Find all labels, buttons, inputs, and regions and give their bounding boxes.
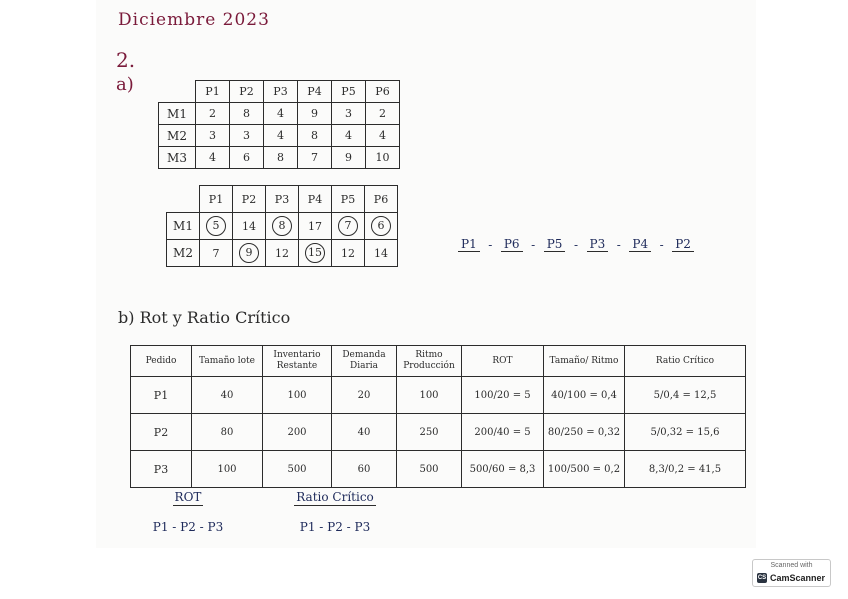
- sequence-dash: -: [573, 237, 578, 252]
- order-label: P2: [131, 414, 192, 451]
- sequence-dash: -: [531, 237, 536, 252]
- table-cell: 4: [366, 125, 400, 147]
- table-cell: 60: [332, 451, 397, 488]
- sequence-job: P3: [587, 237, 609, 252]
- table-cell: 3: [196, 125, 230, 147]
- table-cell: 40/100 = 0,4: [544, 377, 625, 414]
- camscanner-logo-icon: CS: [757, 575, 767, 581]
- machine-label: M3: [159, 147, 196, 169]
- table-cell: [200, 240, 233, 267]
- table-cell: 500/60 = 8,3: [462, 451, 544, 488]
- exercise-number: 2.: [116, 48, 136, 72]
- column-header: P4: [299, 186, 332, 213]
- table-row: [167, 213, 398, 240]
- table-corner: [159, 81, 196, 103]
- summary-order: P1 - P2 - P3: [299, 520, 371, 534]
- table-cell: 100: [397, 377, 462, 414]
- table-cell: 8: [230, 103, 264, 125]
- column-header: Ratio Crítico: [625, 346, 746, 377]
- table-row: [131, 377, 746, 414]
- table-cell: [233, 213, 266, 240]
- table-cell: 3: [230, 125, 264, 147]
- table-cell: 4: [332, 125, 366, 147]
- column-header: P2: [230, 81, 264, 103]
- scanner-brand-row: [757, 573, 825, 583]
- sequence-job: P6: [501, 237, 523, 252]
- table-cell: 250: [397, 414, 462, 451]
- table-row: [159, 147, 400, 169]
- column-header: P3: [264, 81, 298, 103]
- machine-label: M1: [159, 103, 196, 125]
- cell-value: 12: [275, 246, 289, 260]
- cell-value: 8: [272, 216, 292, 236]
- column-header: P6: [366, 81, 400, 103]
- table-row: [159, 103, 400, 125]
- column-header: P1: [196, 81, 230, 103]
- cell-value: 12: [341, 246, 355, 260]
- cell-value: 15: [305, 243, 325, 263]
- table-cell: 5/0,32 = 15,6: [625, 414, 746, 451]
- table-cell: 500: [263, 451, 332, 488]
- cell-value: 7: [338, 216, 358, 236]
- sequence-job: P2: [672, 237, 694, 252]
- scanner-brand: CamScanner: [770, 573, 826, 583]
- sequence-dash: -: [616, 237, 621, 252]
- table-cell: [365, 213, 398, 240]
- table-cell: 4: [264, 103, 298, 125]
- cell-value: 7: [212, 246, 220, 260]
- date-title: Diciembre 2023: [118, 10, 270, 30]
- sequence-dash: -: [659, 237, 664, 252]
- table-cell: 8: [298, 125, 332, 147]
- rot-summary: [140, 486, 236, 534]
- table-cell: 100/500 = 0,2: [544, 451, 625, 488]
- table-cell: 200/40 = 5: [462, 414, 544, 451]
- table-cell: 5/0,4 = 12,5: [625, 377, 746, 414]
- ratio-summary: [280, 486, 390, 534]
- machine-label: M1: [167, 213, 200, 240]
- order-label: P1: [131, 377, 192, 414]
- column-header: P6: [365, 186, 398, 213]
- table-cell: [200, 213, 233, 240]
- column-header: Ritmo Producción: [397, 346, 462, 377]
- table-cell: [266, 240, 299, 267]
- column-header: P2: [233, 186, 266, 213]
- table-corner: [167, 186, 200, 213]
- table-cell: 9: [332, 147, 366, 169]
- table-cell: 4: [264, 125, 298, 147]
- table-cell: 500: [397, 451, 462, 488]
- column-header: Demanda Diaria: [332, 346, 397, 377]
- table-cell: [332, 213, 365, 240]
- table-cell: 8,3/0,2 = 41,5: [625, 451, 746, 488]
- table-header-row: [159, 81, 400, 103]
- cell-value: 17: [308, 219, 322, 233]
- table-cell: [332, 240, 365, 267]
- table-row: [131, 414, 746, 451]
- completion-time-table: [166, 185, 398, 267]
- column-header: P3: [266, 186, 299, 213]
- table-cell: 2: [196, 103, 230, 125]
- table-cell: 100: [263, 377, 332, 414]
- processing-time-table: [158, 80, 400, 169]
- cell-value: 14: [374, 246, 388, 260]
- table-cell: 7: [298, 147, 332, 169]
- table-cell: 40: [332, 414, 397, 451]
- table-cell: [266, 213, 299, 240]
- table-cell: 80: [192, 414, 263, 451]
- table-cell: 20: [332, 377, 397, 414]
- table-cell: 6: [230, 147, 264, 169]
- table-cell: 2: [366, 103, 400, 125]
- job-sequence: [458, 237, 694, 252]
- table-row: [167, 240, 398, 267]
- cell-value: 9: [239, 243, 259, 263]
- table-cell: 8: [264, 147, 298, 169]
- column-header: P1: [200, 186, 233, 213]
- order-label: P3: [131, 451, 192, 488]
- table-cell: 3: [332, 103, 366, 125]
- column-header: Inventario Restante: [263, 346, 332, 377]
- rot-ratio-table: [130, 345, 746, 488]
- table-cell: 200: [263, 414, 332, 451]
- cell-value: 6: [371, 216, 391, 236]
- column-header: P5: [332, 186, 365, 213]
- column-header: Tamaño lote: [192, 346, 263, 377]
- cell-value: 5: [206, 216, 226, 236]
- summary-order: P1 - P2 - P3: [152, 520, 224, 534]
- sequence-job: P5: [544, 237, 566, 252]
- column-header: Tamaño/ Ritmo: [544, 346, 625, 377]
- column-header: P5: [332, 81, 366, 103]
- table-cell: [299, 213, 332, 240]
- machine-label: M2: [159, 125, 196, 147]
- table-cell: [365, 240, 398, 267]
- scanner-caption: Scanned with: [770, 562, 813, 569]
- table-cell: 100: [192, 451, 263, 488]
- table-cell: 9: [298, 103, 332, 125]
- table-cell: 4: [196, 147, 230, 169]
- machine-label: M2: [167, 240, 200, 267]
- table-header-row: [131, 346, 746, 377]
- summary-label: Ratio Crítico: [296, 490, 374, 504]
- table-cell: [233, 240, 266, 267]
- summary-label: ROT: [174, 490, 202, 504]
- part-a-label: a): [116, 74, 134, 95]
- table-cell: 100/20 = 5: [462, 377, 544, 414]
- table-row: [131, 451, 746, 488]
- column-header: Pedido: [131, 346, 192, 377]
- column-header: ROT: [462, 346, 544, 377]
- sequence-job: P4: [629, 237, 651, 252]
- table-cell: 80/250 = 0,32: [544, 414, 625, 451]
- part-b-label: b) Rot y Ratio Crítico: [118, 308, 291, 327]
- table-cell: 10: [366, 147, 400, 169]
- table-row: [159, 125, 400, 147]
- sequence-dash: -: [488, 237, 493, 252]
- cell-value: 14: [242, 219, 256, 233]
- sequence-job: P1: [458, 237, 480, 252]
- table-cell: [299, 240, 332, 267]
- table-header-row: [167, 186, 398, 213]
- camscanner-badge: [752, 559, 831, 587]
- column-header: P4: [298, 81, 332, 103]
- table-cell: 40: [192, 377, 263, 414]
